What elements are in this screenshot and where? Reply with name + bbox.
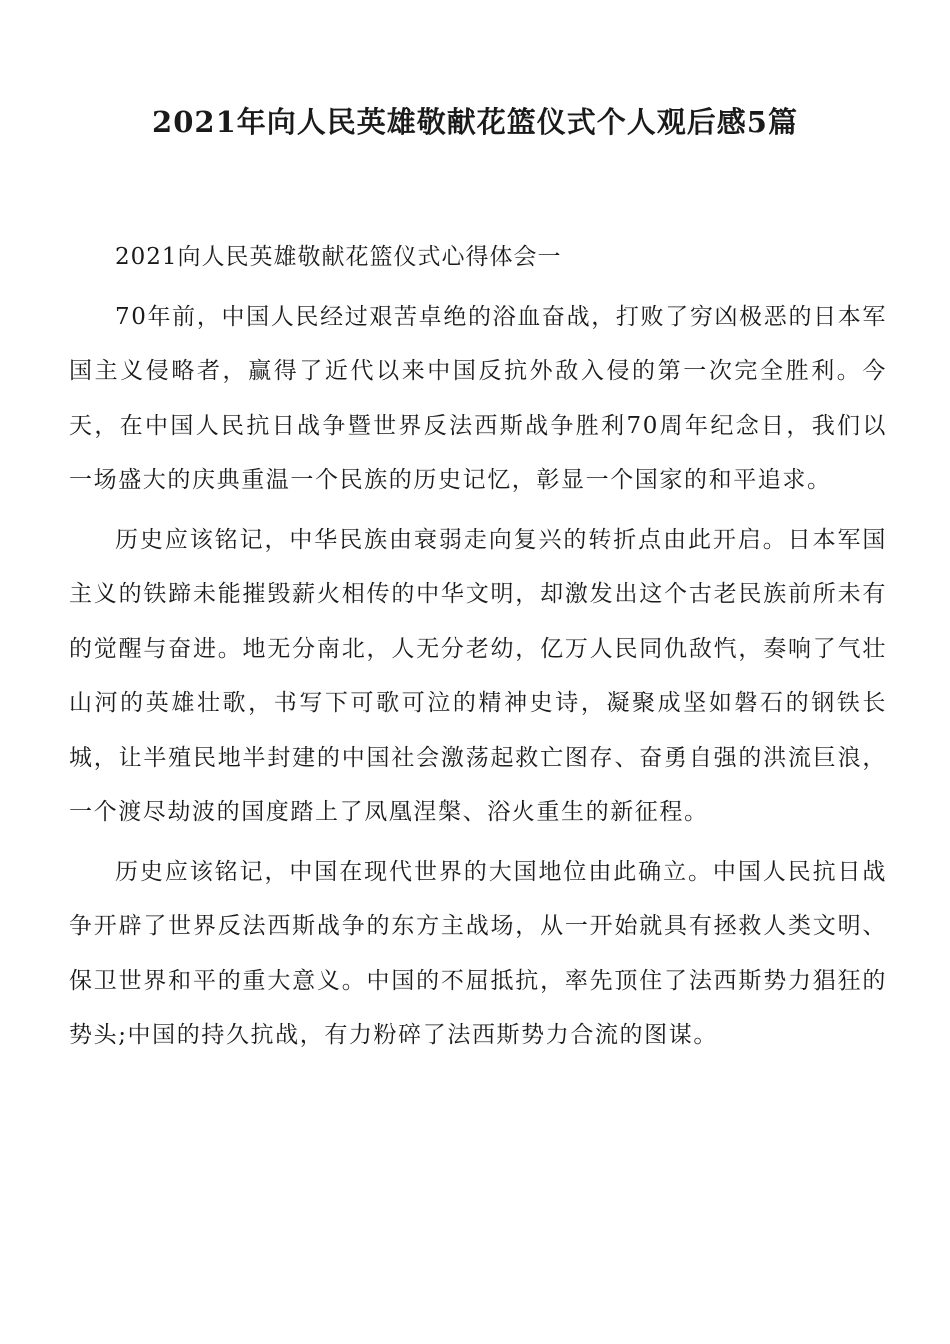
body-paragraph: 70年前，中国人民经过艰苦卓绝的浴血奋战，打败了穷凶极恶的日本军国主义侵略者，赢得了近代以来中国反抗外敌入侵的第一次完全胜利。今天，在中国人民抗日战争暨世界反法西斯战争胜利70周年纪念日，我们以一场盛大的庆典重温一个民族的历史记忆，彰显一个国家的和平追求。 (69, 303, 887, 493)
document-title: 2021年向人民英雄敬献花篮仪式个人观后感5篇 (152, 105, 798, 139)
section-heading: 2021向人民英雄敬献花篮仪式心得体会一 (115, 244, 562, 270)
document-body (69, 230, 887, 1068)
body-paragraph: 历史应该铭记，中华民族由衰弱走向复兴的转折点由此开启。日本军国主义的铁蹄未能摧毁薪火相传的中华文明，却激发出这个古老民族前所未有的觉醒与奋进。地无分南北，人无分老幼，亿万人民同仇敌忾，奏响了气壮山河的英雄壮歌，书写下可歌可泣的精神史诗，凝聚成坚如磐石的钢铁长城，让半殖民地半封建的中国社会激荡起救亡图存、奋勇自强的洪流巨浪，一个渡尽劫波的国度踏上了凤凰涅槃、浴火重生的新征程。 (69, 526, 887, 825)
body-paragraph: 历史应该铭记，中国在现代世界的大国地位由此确立。中国人民抗日战争开辟了世界反法西斯战争的东方主战场，从一开始就具有拯救人类文明、保卫世界和平的重大意义。中国的不屈抵抗，率先顶住了法西斯势力猖狂的势头;中国的持久抗战，有力粉碎了法西斯势力合流的图谋。 (69, 858, 887, 1048)
